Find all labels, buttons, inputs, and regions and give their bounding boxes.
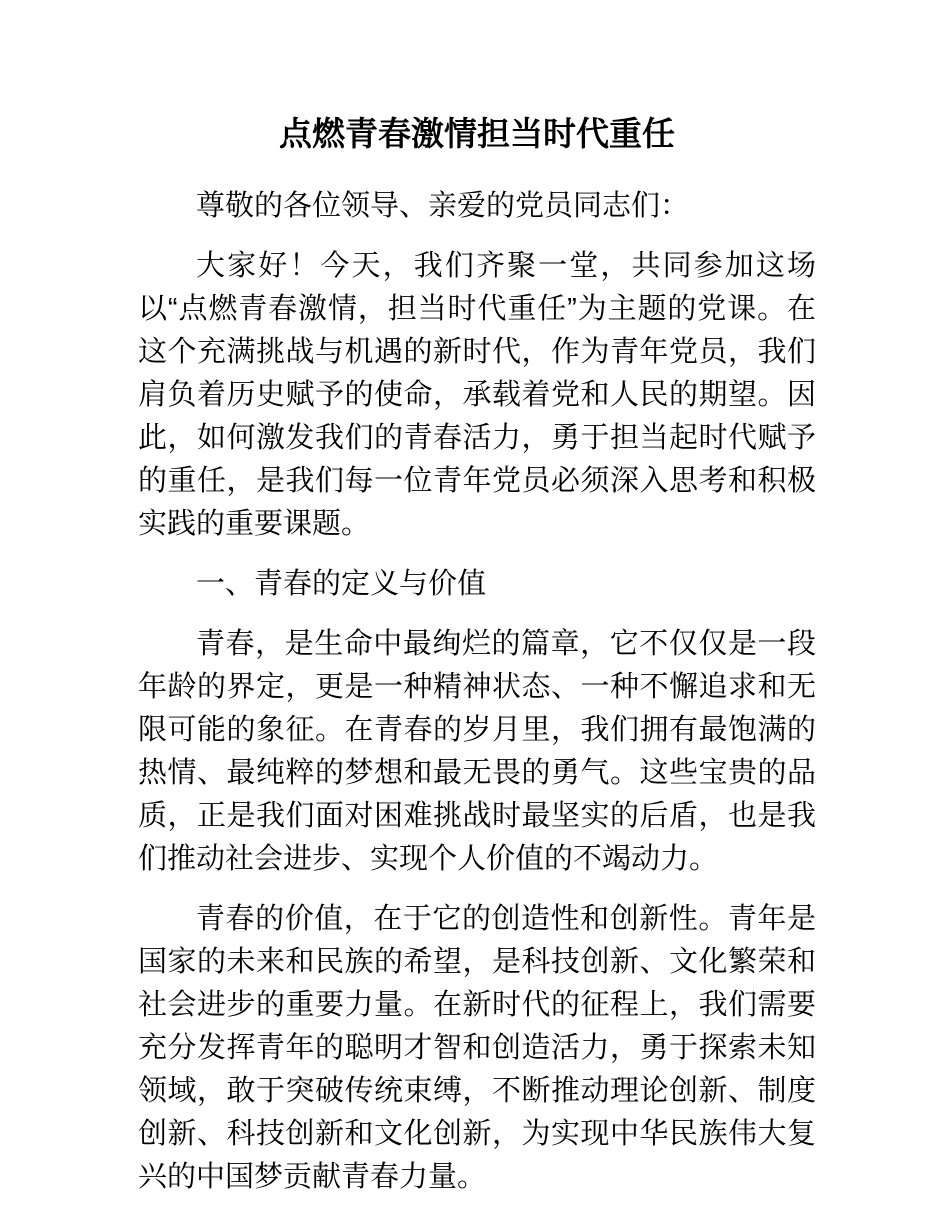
paragraph-opening: 大家好！今天，我们齐聚一堂，共同参加这场以“点燃青春激情，担当时代重任”为主题的党课。在这个充满挑战与机遇的新时代，作为青年党员，我们肩负着历史赋予的使命，承载着党和人民的期望。因此，如何激发我们的青春活力，勇于担当起时代赋予的重任，是我们每一位青年党员必须深入思考和积极实践的重要课题。	[138, 250, 816, 540]
section-heading-one: 一、青春的定义与价值	[196, 568, 487, 600]
page-title: 点燃青春激情担当时代重任	[279, 115, 675, 152]
paragraph-youth-value: 青春的价值，在于它的创造性和创新性。青年是国家的未来和民族的希望，是科技创新、文化繁荣和社会进步的重要力量。在新时代的征程上，我们需要充分发挥青年的聪明才智和创造活力，勇于探索未知领域，敢于突破传统束缚，不断推动理论创新、制度创新、科技创新和文化创新，为实现中华民族伟大复兴的中国梦贡献青春力量。	[138, 903, 816, 1193]
paragraph-youth-definition: 青春，是生命中最绚烂的篇章，它不仅仅是一段年龄的界定，更是一种精神状态、一种不懈追求和无限可能的象征。在青春的岁月里，我们拥有最饱满的热情、最纯粹的梦想和最无畏的勇气。这些宝贵的品质，正是我们面对困难挑战时最坚实的后盾，也是我们推动社会进步、实现个人价值的不竭动力。	[138, 628, 816, 875]
salutation-line: 尊敬的各位领导、亲爱的党员同志们：	[196, 190, 690, 222]
document-body	[138, 0, 816, 1199]
